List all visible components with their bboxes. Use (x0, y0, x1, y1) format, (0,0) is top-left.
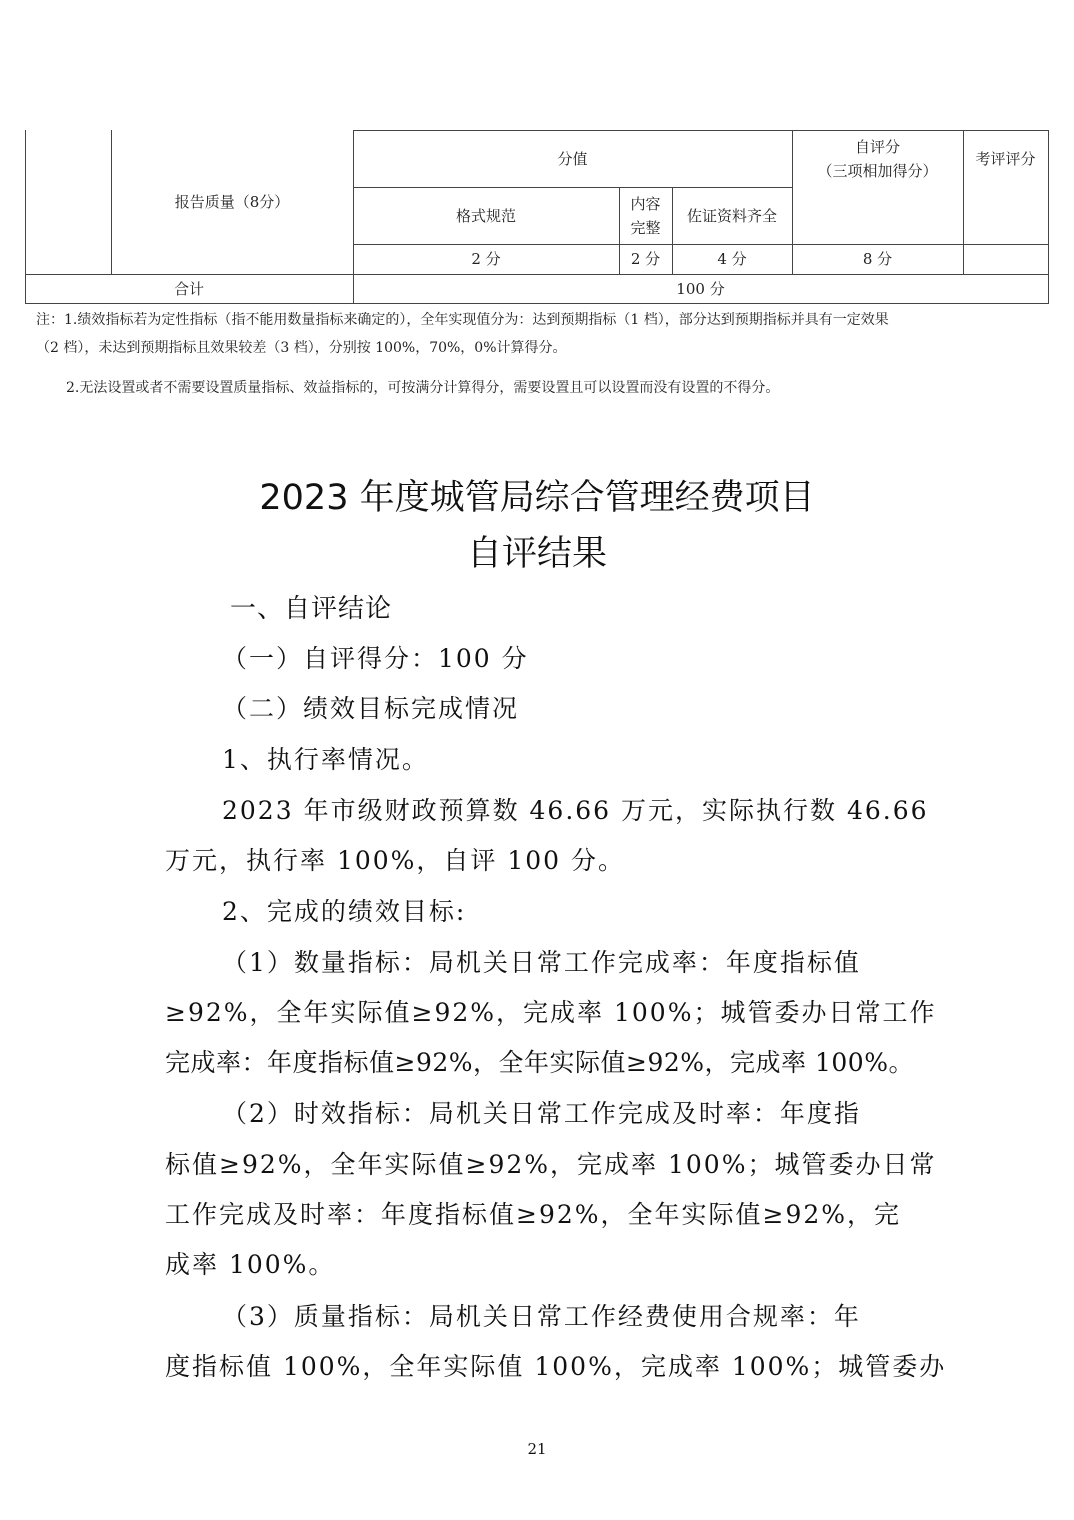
row-label-report-quality: 报告质量（8分） (174, 193, 290, 211)
value-self-score: 8 分 (862, 250, 893, 268)
paragraph-3-line-1: （2）时效指标：局机关日常工作完成及时率：年度指 (222, 1099, 861, 1128)
item-completed-goals: 2、完成的绩效目标: (222, 897, 467, 926)
paragraph-2-line-2: ≥92%，全年实际值≥92%，完成率 100%；城管委办日常工作 (165, 998, 937, 1027)
paragraph-1-line-1: 2023 年市级财政预算数 46.66 万元，实际执行数 46.66 (222, 796, 929, 825)
paragraph-4-line-2: 度指标值 100%，全年实际值 100%，完成率 100%；城管委办 (165, 1352, 947, 1381)
sub-header-content-line1: 内容 (630, 194, 661, 213)
sub-header-content (619, 187, 672, 244)
note-1-line-1: 注：1.绩效指标若为定性指标（指不能用数量指标来确定的），全年实现值分为：达到预期指标（1 档），部分达到预期指标并具有一定效果 (36, 312, 889, 328)
subheading-self-score: （一）自评得分：100 分 (222, 644, 529, 673)
self-score-header (792, 130, 963, 187)
page-number: 21 (527, 1440, 547, 1458)
paragraph-1-line-2: 万元，执行率 100%，自评 100 分。 (165, 846, 626, 875)
score-table (25, 130, 1049, 304)
value-content: 2 分 (630, 250, 661, 268)
paragraph-3-line-4: 成率 100%。 (165, 1250, 336, 1279)
self-score-header-line2: （三项相加得分） (817, 161, 938, 180)
page-title-line-2: 自评结果 (466, 534, 607, 574)
sub-header-evidence: 佐证资料齐全 (686, 206, 777, 225)
note-1-line-2: （2 档），未达到预期指标且效果较差（3 档），分别按 100%，70%，0%计算得分。 (36, 340, 567, 356)
item-execution-rate: 1、执行率情况。 (222, 745, 429, 774)
paragraph-2-line-3: 完成率：年度指标值≥92%，全年实际值≥92%，完成率 100%。 (165, 1048, 914, 1077)
paragraph-3-line-3: 工作完成及时率：年度指标值≥92%，全年实际值≥92%，完 (165, 1200, 902, 1229)
review-score-header: 考评评分 (975, 149, 1036, 168)
total-value: 100 分 (676, 279, 725, 298)
self-score-header-line1: 自评分 (854, 137, 900, 156)
value-format: 2 分 (471, 250, 501, 268)
paragraph-3-line-2: 标值≥92%，全年实际值≥92%，完成率 100%；城管委办日常 (165, 1150, 937, 1179)
subheading-performance: （二）绩效目标完成情况 (222, 694, 520, 723)
score-header: 分值 (557, 149, 588, 168)
note-2: 2.无法设置或者不需要设置质量指标、效益指标的，可按满分计算得分，需要设置且可以设置而没有设置的不得分。 (66, 380, 780, 396)
total-label: 合计 (173, 279, 204, 298)
sub-header-content-line2: 完整 (630, 218, 661, 237)
page-title-line-1: 2023 年度城管局综合管理经费项目 (259, 478, 815, 518)
section-heading-conclusion: 一、自评结论 (230, 594, 393, 624)
sub-header-format: 格式规范 (455, 206, 516, 225)
paragraph-4-line-1: （3）质量指标：局机关日常工作经费使用合规率：年 (222, 1302, 861, 1331)
paragraph-2-line-1: （1）数量指标：局机关日常工作完成率：年度指标值 (222, 948, 861, 977)
value-evidence: 4 分 (717, 250, 747, 268)
